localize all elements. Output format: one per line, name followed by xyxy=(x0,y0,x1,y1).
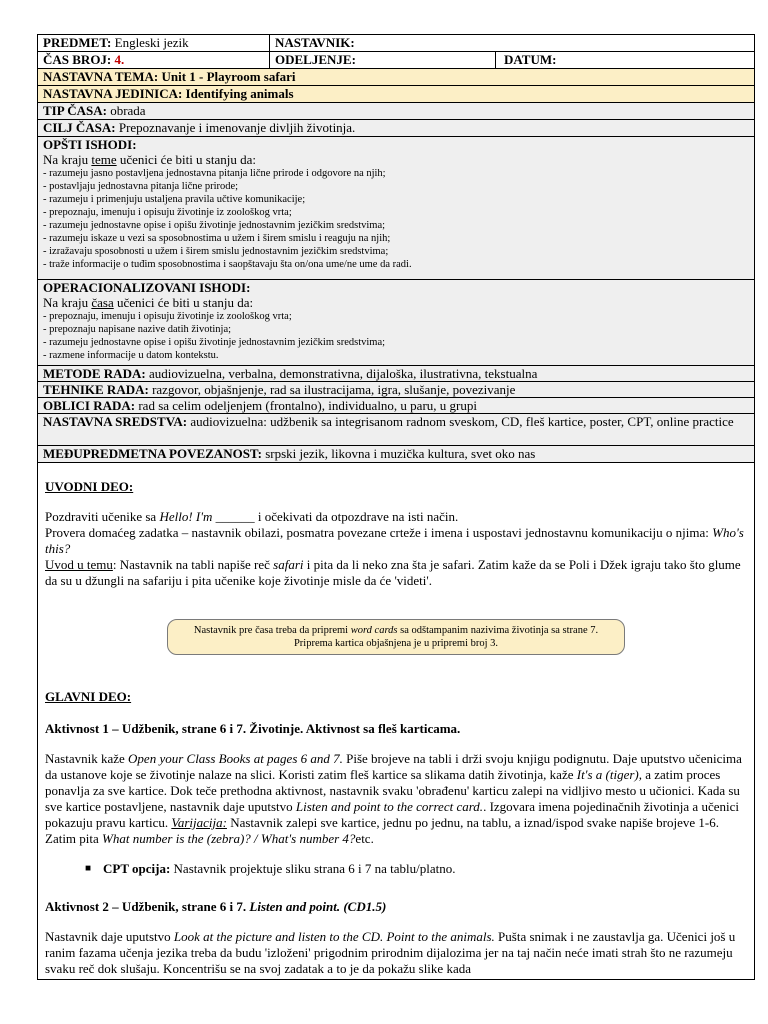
list-item: - razumeju jasno postavljena jednostavna pitanja lične prirode i odgovore na njih; xyxy=(43,168,386,179)
intro-text: učenici će biti u stanju da: xyxy=(113,295,254,310)
text: Nastavnik projektuje sliku strana 6 i 7 na tablu/platno. xyxy=(170,861,456,876)
general-outcomes-list xyxy=(43,167,749,271)
correlation-row xyxy=(38,446,754,463)
intro-text: Na kraju xyxy=(43,152,92,167)
date-cell: DATUM: xyxy=(504,52,557,67)
text: : Nastavnik na tabli napiše reč xyxy=(112,557,274,572)
text-italic: Listen and point. (CD1.5) xyxy=(249,899,387,914)
lesson-type-label: TIP ČASA: xyxy=(43,103,107,118)
text-italic: word cards xyxy=(350,625,398,636)
operational-outcomes-label: OPERACIONALIZOVANI ISHODI: xyxy=(43,280,251,295)
text-italic: Listen and point to the correct card. xyxy=(295,799,484,814)
text: etc. xyxy=(355,831,374,846)
note-line xyxy=(178,624,614,637)
intro-underlined: teme xyxy=(91,152,117,167)
teacher-cell: NASTAVNIK: xyxy=(275,35,355,50)
cpt-option-bullet xyxy=(85,861,747,877)
intro-section-title: UVODNI DEO: xyxy=(45,479,134,494)
operational-outcomes-list xyxy=(43,310,749,362)
intro-paragraph-greeting xyxy=(45,509,747,525)
methods-row xyxy=(38,366,754,382)
header-row-1 xyxy=(38,35,754,52)
lesson-goal-value: Prepoznavanje i imenovanje divljih životinja. xyxy=(118,120,356,135)
unit-value: Identifying animals xyxy=(185,86,294,101)
bullet-square-icon: ■ xyxy=(85,863,92,874)
topic-label: NASTAVNA TEMA: xyxy=(43,69,159,84)
list-item: - razmene informacije u datom kontekstu. xyxy=(43,350,219,361)
forms-label: OBLICI RADA: xyxy=(43,398,136,413)
text: Nastavnik daje uputstvo xyxy=(45,929,174,944)
techniques-value: razgovor, objašnjenje, rad sa ilustracijama, igra, slušanje, povezivanje xyxy=(152,382,516,397)
text: Aktivnost 2 – Udžbenik, strane 6 i 7. xyxy=(45,899,250,914)
methods-value: audiovizuelna, verbalna, demonstrativna, dijaloška, ilustrativna, tekstualna xyxy=(148,366,538,381)
text: Provera domaćeg zadatka – nastavnik obilazi, posmatra povezane crteže i imena i uspostavi jednostavnu komunikaciju o njima: xyxy=(45,525,713,540)
note-line: Priprema kartica objašnjena je u pripremi broj 3. xyxy=(293,638,499,649)
list-item: - razumeju iskaze u vezi sa sposobnostima u užem i širem smislu i reaguju na njih; xyxy=(43,233,391,244)
text: sa odštampanim nazivima životinja sa strane 7. xyxy=(397,625,599,636)
text-italic: Hello! I'm ______ xyxy=(159,509,255,524)
text-italic-underlined: Varijacija: xyxy=(171,815,227,830)
text: . Izgovara imena pojedinačnih životinja a učenici pokazuju pravu karticu. xyxy=(45,799,739,830)
subject-cell xyxy=(38,35,270,51)
subject-label: PREDMET: xyxy=(43,35,112,50)
text: i očekivati da otpozdrave na isti način. xyxy=(254,509,459,524)
lesson-goal-label: CILJ ČASA: xyxy=(43,120,116,135)
text: a zatim proces ponavlja za sve kartice. Dok teče prethodna aktivnost, nastavnik svaku 'obrađenu' karticu zalepi na vidljivo mesto u učionici. Kada su sve kartice postavljene, nastavnik daje uputstvo xyxy=(45,767,740,814)
activity-1-title: Aktivnost 1 – Udžbenik, strane 6 i 7. Životinje. Aktivnost sa fleš karticama. xyxy=(45,721,461,736)
text: Pozdraviti učenike sa xyxy=(45,509,160,524)
operational-outcomes-intro xyxy=(43,295,749,310)
text: Nastavnik zalepi sve kartice, jednu po jednu, na tablu, a iznad/ispod svake napiše brojeve 1-6. Zatim pita xyxy=(45,815,719,846)
materials-value: audiovizuelna: udžbenik sa integrisanom radnom sveskom, CD, fleš kartice, poster, CPT, online practice xyxy=(190,414,734,429)
list-item: - postavljaju jednostavna pitanja lične prirode; xyxy=(43,181,239,192)
lesson-goal-row xyxy=(38,120,754,137)
unit-label: NASTAVNA JEDINICA: xyxy=(43,86,183,101)
techniques-row xyxy=(38,382,754,398)
list-item: - razumeju i primenjuju ustaljena pravila učtive komunikacije; xyxy=(43,194,306,205)
text-underlined: Uvod u temu xyxy=(45,557,113,572)
general-outcomes-intro xyxy=(43,152,749,167)
correlation-label: MEĐUPREDMETNA POVEZANOST: xyxy=(43,446,262,461)
text-bold: CPT opcija: xyxy=(103,861,171,876)
text: i pita da li neko zna šta je safari. Zatim kaže da se Poli i Džek igraju tako što glume da su u džungli na safariju i pita učenike koje životinje misle da će 'videti'. xyxy=(45,557,741,588)
topic-value: Unit 1 - Playroom safari xyxy=(161,69,296,84)
list-item: - prepoznaju, imenuju i opisuju životinje iz zoološkog vrta; xyxy=(43,311,292,322)
general-outcomes-row xyxy=(38,137,754,280)
lesson-number-value: 4. xyxy=(114,52,125,67)
lesson-body xyxy=(38,463,754,977)
list-item: - traže informacije o tuđim sposobnostima i saopštavaju šta on/ona ume/ne ume da radi. xyxy=(43,259,412,270)
intro-paragraph-topic xyxy=(45,557,747,589)
intro-paragraph-homework xyxy=(45,525,747,557)
lesson-number-cell xyxy=(38,52,270,68)
activity-2-text xyxy=(45,929,747,977)
operational-outcomes-row xyxy=(38,280,754,366)
activity-1-text xyxy=(45,751,747,847)
text: Pušta snimak i ne zaustavlja ga. Učenici još u ranim fazama učenja jezika treba da budu 'izloženi' prigodnim prirodnim dijalozima jer na taj način neće imati strah što ne razumeju svaku reč dok slušaju. Koncentrišu se na svoj zadatak a to je da pokažu slike kada xyxy=(45,929,736,976)
list-item: - razumeju jednostavne opise i opišu životinje jednostavnim jezičkim sredstvima; xyxy=(43,337,386,348)
header-row-2 xyxy=(38,52,754,69)
intro-underlined: časa xyxy=(91,295,114,310)
methods-label: METODE RADA: xyxy=(43,366,146,381)
intro-text: Na kraju xyxy=(43,295,92,310)
techniques-label: TEHNIKE RADA: xyxy=(43,382,149,397)
main-section-title: GLAVNI DEO: xyxy=(45,689,132,704)
lesson-type-row xyxy=(38,103,754,120)
subject-value: Engleski jezik xyxy=(114,35,189,50)
text-italic: It's a (tiger), xyxy=(576,767,642,782)
text-italic: Look at the picture and listen to the CD. Point to the animals. xyxy=(173,929,495,944)
text: Nastavnik pre časa treba da pripremi xyxy=(193,625,351,636)
list-item: - prepoznaju napisane nazive datih životinja; xyxy=(43,324,232,335)
lesson-number-label: ČAS BROJ: xyxy=(43,52,112,67)
text-italic: safari xyxy=(273,557,304,572)
lesson-plan-sheet xyxy=(37,34,755,980)
text-italic: Open your Class Books at pages 6 and 7. xyxy=(128,751,343,766)
list-item: - prepoznaju, imenuju i opisuju životinje iz zoološkog vrta; xyxy=(43,207,292,218)
text: Piše brojeve na tabli i drži svoju knjigu podignutu. Daje uputstvo učenicima da ustanove koje se životinje nalaze na slici. Koristi zatim fleš kartice sa slikama datih životinja, kaže xyxy=(45,751,742,782)
text-italic: Who's this? xyxy=(45,525,744,556)
forms-row xyxy=(38,398,754,414)
text: Nastavnik kaže xyxy=(45,751,129,766)
intro-text: učenici će biti u stanju da: xyxy=(116,152,256,167)
unit-row xyxy=(38,86,754,103)
list-item: - razumeju jednostavne opise i opišu životinje jednostavnim jezičkim sredstvima; xyxy=(43,220,386,231)
list-item: - izražavaju sposobnosti u užem i širem smislu jednostavnim jezičkim sredstvima; xyxy=(43,246,389,257)
materials-row xyxy=(38,414,754,446)
topic-row xyxy=(38,69,754,86)
general-outcomes-label: OPŠTI ISHODI: xyxy=(43,137,137,152)
forms-value: rad sa celim odeljenjem (frontalno), individualno, u paru, u grupi xyxy=(138,398,477,413)
correlation-value: srpski jezik, likovna i muzička kultura, svet oko nas xyxy=(265,446,536,461)
class-cell: ODELJENJE: xyxy=(270,52,496,68)
text-italic: What number is the (zebra)? / What's number 4? xyxy=(102,831,356,846)
lesson-type-value: obrada xyxy=(110,103,146,118)
activity-2-title xyxy=(45,899,747,915)
cpt-option-text xyxy=(103,861,456,877)
materials-label: NASTAVNA SREDSTVA: xyxy=(43,414,188,429)
teacher-note-box xyxy=(167,619,625,655)
